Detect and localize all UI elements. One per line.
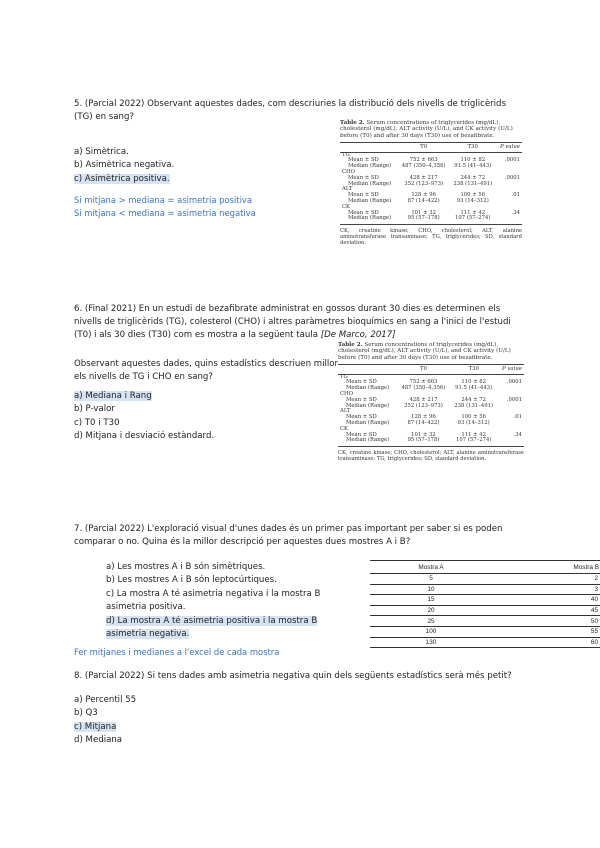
table-img1-row: Mean ± SD 752 ± 663 110 ± 82 .0001	[348, 157, 520, 164]
q8-option-c-highlighted: c) Mitjana	[74, 721, 117, 732]
samples-table-row	[370, 616, 600, 627]
table-img1-col-header: T30	[450, 143, 496, 152]
samples-table	[370, 560, 600, 648]
q6-option-c: c) T0 i T30	[74, 417, 120, 428]
mostra-b-value: 45	[492, 605, 600, 616]
q5-option-b: b) Asimètrica negativa.	[74, 160, 175, 171]
table-img2-col-header	[338, 365, 397, 374]
table-img1-group-label: CHO	[342, 169, 356, 176]
table-img1-row: Median (Range) 95 (57–178) 107 (57–274)	[340, 216, 522, 224]
table-img1-caption: Table 2. Serum concentrations of triglycerides (mg/dL), cholesterol (mg/dL), ALT activity (U/L), and CK activity (U/L) before (T0) and after 30 days (T30) use of bezafibrate.	[340, 120, 513, 139]
q7-options	[106, 561, 336, 641]
table-img1-row: Mean ± SD 101 ± 32 111 ± 42 .34	[348, 209, 520, 216]
samples-table-row	[370, 574, 600, 585]
samples-table-row	[370, 637, 600, 648]
mostra-b-value: 50	[492, 616, 600, 627]
table-img1-group-label: ALT	[342, 186, 353, 193]
q6-option-d: d) Mitjana i desviació estàndard.	[74, 431, 215, 442]
samples-header-b: Mostra B	[492, 561, 600, 574]
q7-option-b: b) Les mostres A i B són leptocúrtiques.	[106, 575, 277, 586]
q8-option-a: a) Percentil 55	[74, 695, 137, 705]
mostra-a-value: 20	[370, 605, 492, 616]
table-img1-group-label: CK	[342, 203, 351, 210]
table-img2-row: Median (Range) 95 (57–178) 107 (57–274)	[338, 438, 524, 446]
q7-option-a: a) Les mostres A i B són simètriques.	[106, 562, 266, 572]
q5-note-positive: Si mitjana > mediana = asimetria positiva	[74, 195, 252, 205]
table-img2-col-header: T30	[450, 365, 497, 374]
table-img2-row: Mean ± SD 101 ± 32 111 ± 42 .34	[346, 431, 522, 438]
table-img2-row: Median (Range) 352 (123–973) 238 (131–491)	[346, 402, 494, 409]
q7-option-d-highlighted: d) La mostra A té asimetria positiva i la mostra B asimetria negativa.	[106, 615, 318, 640]
mostra-a-value: 25	[370, 616, 492, 627]
table-img2-row: Median (Range) 87 (14–422) 93 (14–312)	[346, 420, 490, 426]
table-img1-footnote: CK, creatine kinase; CHO, cholesterol; ALT, alanine aminotransferase transaminase; TG, triglycerides; SD, standard deviation.	[340, 228, 522, 247]
q5-option-a: a) Simètrica.	[74, 147, 129, 157]
samples-table-row	[370, 605, 600, 616]
q5-notes	[74, 194, 256, 220]
mostra-b-value: 2	[492, 574, 600, 585]
q6-option-a-highlighted: a) Mediana i Rang	[74, 391, 152, 401]
mostra-a-value: 15	[370, 595, 492, 606]
mostra-a-value: 130	[370, 637, 492, 648]
q5-options	[74, 146, 174, 186]
mostra-b-value: 40	[492, 595, 600, 606]
samples-table-row	[370, 584, 600, 595]
samples-table-row	[370, 595, 600, 606]
table-img2-col-header: P value	[497, 365, 524, 374]
table-img2-row: Mean ± SD 752 ± 663 110 ± 82 .0001	[346, 379, 522, 386]
q5-note-negative: Si mitjana < mediana = asimetria negativa	[74, 208, 256, 218]
table-img1-row: Median (Range) 352 (123–973) 238 (131–491)	[348, 180, 493, 187]
bezafibrate-table-image-1	[340, 120, 522, 246]
mostra-b-value: 55	[492, 626, 600, 637]
q8-option-d: d) Mediana	[74, 735, 123, 746]
table-img1-row: Median (Range) 487 (350–4,356) 91.5 (41–443)	[348, 163, 492, 170]
bezafibrate-table-image-2	[338, 342, 524, 462]
table-img1-row: Mean ± SD 428 ± 217 244 ± 72 .0001	[348, 174, 520, 181]
samples-table-row	[370, 626, 600, 637]
q6-subquestion: Observant aquestes dades, quins estadístics descriuen millor els nivells de TG i CHO en sang?	[74, 359, 339, 382]
q7-note: Fer mitjanes i medianes a l'excel de cada mostra	[74, 647, 280, 657]
table-img1-row: Median (Range) 87 (14–422) 93 (14–312)	[348, 198, 489, 204]
mostra-b-value: 3	[492, 584, 600, 595]
mostra-b-value: 60	[492, 637, 600, 648]
table-img1-row: Mean ± SD 128 ± 96 100 ± 56 .01	[348, 192, 520, 199]
table-img2-caption: Table 2. Serum concentrations of triglycerides (mg/dL), cholesterol (mg/dL), ALT activity (U/L), and CK activity (U/L) before (T0) and after 30 days (T30) use of bezafibrate.	[338, 342, 511, 361]
table-img2-group-label: CHO	[340, 391, 354, 398]
table-img1-col-header: P value	[496, 143, 522, 152]
q6-option-b: b) P-valor	[74, 404, 115, 415]
q6-question-text: 6. (Final 2021) En un estudi de bezafibrate administrat en gossos durant 30 dies es determinen els nivells de triglicèrids (TG), colesterol (CHO) i altres paràmetres bioquímics en sang a l'inici de l'estudi (T0) i als 30 dies (T30) com es mostra a la següent taula	[74, 304, 511, 340]
table-img2-row: Mean ± SD 428 ± 217 244 ± 72 .0001	[346, 396, 522, 403]
q6-citation: [De Marco, 2017]	[320, 330, 396, 340]
question-5: 5. (Parcial 2022) Observant aquestes dades, com descriuries la distribució dels nivells de triglicèrids (TG) en sang?	[74, 99, 506, 122]
table-img2-grid	[338, 364, 524, 447]
q7-option-c: c) La mostra A té asimetria negativa i la mostra B asimetria positiva.	[106, 588, 321, 613]
question-6	[74, 303, 526, 342]
samples-header-a: Mostra A	[370, 561, 492, 574]
mostra-a-value: 100	[370, 626, 492, 637]
question-7: 7. (Parcial 2022) L'exploració visual d'unes dades és un primer pas important per saber si es poden comparar o no. Quina és la millor descripció per aquestes dues mostres A i B?	[74, 524, 503, 547]
mostra-a-value: 5	[370, 574, 492, 585]
table-img2-footnote: CK, creatine kinase; CHO, cholesterol; ALT, alanine aminotransferase transaminase; TG, triglycerides; SD, standard deviation.	[338, 450, 524, 463]
table-img2-group-label: TG	[340, 373, 348, 380]
table-img1-group-label: TG	[342, 151, 350, 158]
table-img2-group-label: CK	[340, 425, 349, 432]
table-img2-group-label: ALT	[340, 408, 351, 415]
q5-option-c-highlighted: c) Asimètrica positiva.	[74, 173, 170, 184]
q8-option-b: b) Q3	[74, 708, 98, 719]
question-8: 8. (Parcial 2022) Si tens dades amb asimetria negativa quin dels següents estadístics serà més petit?	[74, 671, 512, 681]
table-img2-row: Median (Range) 487 (350–4,356) 91.5 (41–443)	[346, 385, 493, 392]
table-img2-row: Mean ± SD 128 ± 96 100 ± 56 .01	[346, 414, 522, 421]
table-img1-grid	[340, 142, 522, 225]
table-img1-col-header	[340, 143, 398, 152]
mostra-a-value: 10	[370, 584, 492, 595]
q8-options	[74, 694, 136, 748]
table-img2-col-header: T0	[397, 365, 450, 374]
table-img1-col-header: T0	[398, 143, 450, 152]
q6-options	[74, 390, 214, 444]
